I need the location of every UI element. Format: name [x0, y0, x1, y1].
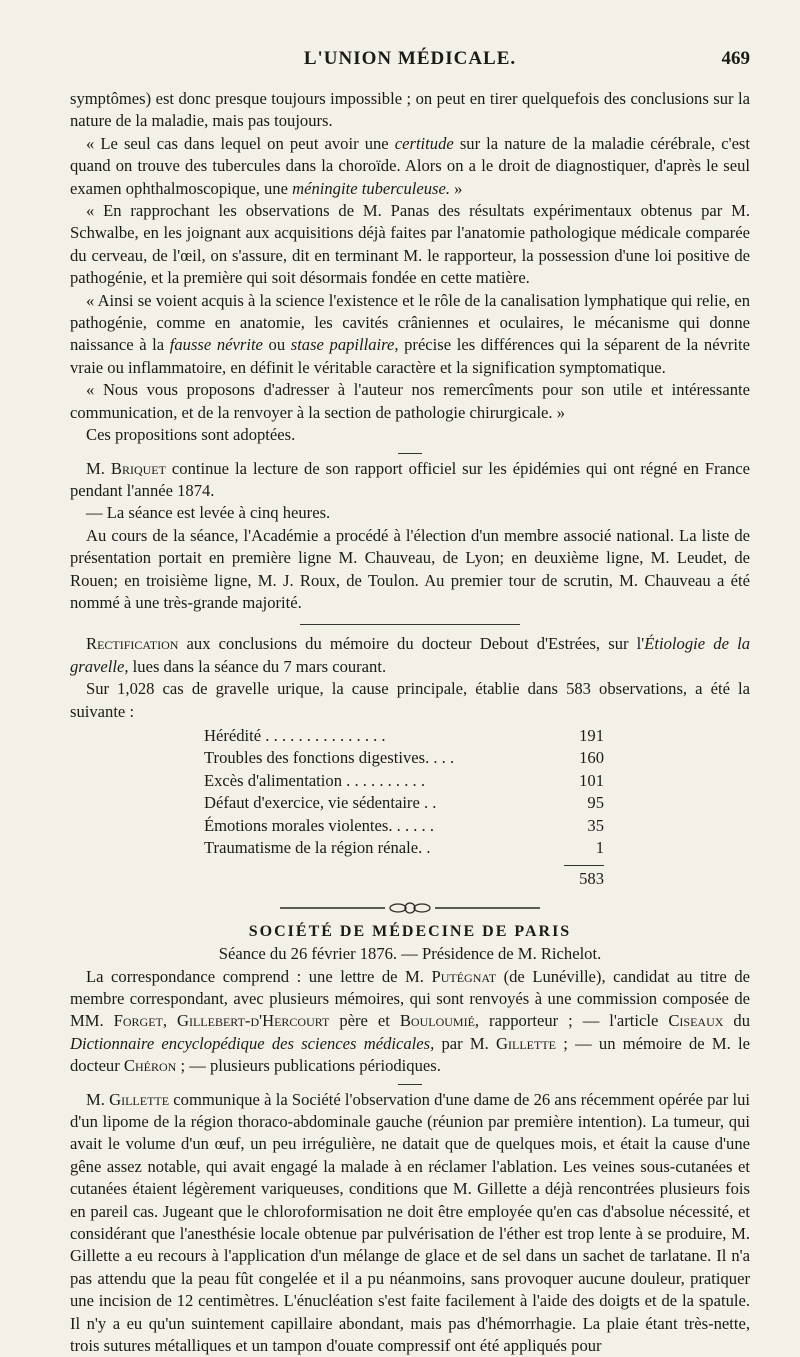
paragraph-text: Au cours de la séance, l'Académie a procédé à l'élection d'un membre associé national. La liste de présentation portait en première ligne M. Chauveau, de Lyon; en deuxième ligne, M. Leudet, de Rouen; en troisième ligne, M. J. Roux, de Toulon. Au premier tour de scrutin, M. Chauveau a été nommé à une très-grande majorité.: [70, 525, 750, 612]
emphasis: fausse névrite: [169, 335, 263, 355]
divider: [398, 453, 422, 454]
table-row: [204, 815, 604, 837]
paragraph-8: [70, 502, 750, 524]
paragraph-6: [70, 424, 750, 446]
row-label: Émotions morales violentes. . . . . .: [204, 815, 434, 835]
row-label: Défaut d'exercice, vie sédentaire . .: [204, 793, 437, 813]
person-name: Putégnat: [431, 966, 497, 986]
emphasis: stase papillaire,: [290, 335, 399, 355]
row-label: Traumatisme de la région rénale. .: [204, 837, 431, 857]
paragraph-3: [70, 200, 750, 290]
row-value: 101: [579, 770, 604, 790]
society-paragraph-1: [70, 966, 750, 1078]
emphasis: méningite tuberculeuse.: [292, 178, 451, 198]
person-name: M. Gillette: [86, 1089, 170, 1109]
paragraph-text: — La séance est levée à cinq heures.: [86, 503, 331, 523]
paragraph-4: [70, 290, 750, 380]
table-row: [204, 747, 604, 769]
person-name: Bouloumié: [399, 1011, 475, 1031]
row-value: 95: [587, 793, 604, 813]
row-label: Hérédité . . . . . . . . . . . . . . .: [204, 725, 386, 745]
paragraph-text: (de Lunéville), candidat au titre de membre correspondant, avec plusieurs mémoires, qui sont renvoyés à une commission composée de MM.: [70, 966, 750, 1031]
paragraph-text: continue la lecture de son rapport officiel sur les épidémies qui ont régné en France pendant l'année 1874.: [70, 458, 750, 500]
paragraph-text: Sur 1,028 cas de gravelle urique, la cause principale, établie dans 583 observations, a été la suivante :: [70, 679, 750, 721]
table-total: [204, 865, 604, 890]
row-value: 191: [579, 725, 604, 745]
paragraph-text: ; — un mémoire de M. le docteur: [70, 1033, 750, 1076]
divider: [398, 1084, 422, 1085]
page-header: [70, 48, 750, 78]
paragraph-text: lues dans la séance du 7 mars courant.: [128, 656, 387, 676]
divider: [300, 624, 520, 625]
society-paragraph-2: [70, 1089, 750, 1357]
table-row: [204, 725, 604, 747]
person-name: Chéron: [123, 1056, 177, 1076]
paragraph-text: sur la nature de la maladie cérébrale, c'est quand on trouve des tubercules dans la choroïde. Alors on a le droit de diagnostiquer, d'après le seul examen ophthalmoscopique, une: [70, 133, 751, 198]
page-body: [70, 88, 750, 1357]
table-row: [204, 792, 604, 814]
emphasis: Étiologie de la gravelle,: [70, 634, 750, 676]
paragraph-text: « En rapprochant les observations de M. Panas des résultats expérimentaux obtenus par M. Schwalbe, en les joignant aux acquisitions déjà faites par l'anatomie pathologique médicale comparée du cerveau, de l'œil, on s'assure, dit en terminant M. le rapporteur, la possession d'une loi positive de pathogénie, et la première qui soit désormais fondée en cette matière.: [70, 201, 750, 288]
rectification-intro: [70, 678, 750, 723]
paragraph-text: précise les différences qui la séparent de la névrite vraie ou inflammatoire, en définit le véritable caractère et la signification symptomatique.: [70, 335, 750, 377]
running-title: L'UNION MÉDICALE.: [303, 48, 517, 69]
table-row: [204, 837, 604, 859]
paragraph-text: »: [450, 178, 463, 198]
paragraph-text: communique à la Société l'observation d'une dame de 26 ans récemment opérée par lui d'un lipome de la région thoraco-abdominale gauche (réunion par première intention). La tumeur, qui avait le volume d'un œuf, un peu irrégulière, ne datait que de quelques mois, et était la cause d'une gêne assez notable, qui avait engagé la malade à en réclamer l'ablation. Les veines sous-cutanées et cutanées étaient légèrement variqueuses, conditions que M. Gillette a déjà rencontrées plusieurs fois en pareil cas. Jugeant que le chloroformisation ne doit être employée qu'en cas d'absolue nécessité, et considérant que l'anesthésie locale obtenue par pulvérisation de l'éther est trop lente à se produire, M. Gillette a eu recours à l'application d'un mélange de glace et de sel dans un sachet de tarlatane. Il n'a pas attendu que la peau fût congelée et il a pu néanmoins, sans provoquer aucune douleur, pratiquer une incision de 12 centimètres. L'énucléation s'est faite facilement à l'aide des doigts et de la spatule. Il n'y a eu qu'un suintement capillaire abondant, mais pas d'hémorrhagie. La plaie étant très-nette, trois sutures métalliques et un tampon d'ouate compressif ont été appliqués pour: [70, 1089, 750, 1356]
ornament-divider-icon: [280, 901, 540, 915]
table-row: [204, 770, 604, 792]
session-line: Séance du 26 février 1876. — Présidence de M. Richelot.: [218, 944, 602, 964]
row-value: 1: [595, 837, 604, 857]
paragraph-5: [70, 379, 750, 424]
paragraph-9: [70, 525, 750, 615]
paragraph-text: ou: [262, 335, 291, 355]
person-name: Ciseaux: [668, 1011, 724, 1031]
paragraph-text: du: [723, 1011, 750, 1031]
row-value: 35: [587, 815, 604, 835]
paragraph-text: « Ainsi se voient acquis à la science l'existence et le rôle de la canalisation lymphatique qui relie, en pathogénie, comme en anatomie, les cavités crâniennes et oculaires, le mécanisme qui donne naissance à la: [70, 290, 750, 355]
emphasis: Dictionnaire encyclopédique des sciences médicales,: [70, 1033, 435, 1053]
paragraph-text: « Nous vous proposons d'adresser à l'auteur nos remercîments pour son utile et intéressante communication, et de la renvoyer à la section de pathologie chirurgicale. »: [70, 380, 750, 422]
row-label: Troubles des fonctions digestives. . . .: [204, 748, 455, 768]
paragraph-text: père et: [329, 1011, 400, 1031]
paragraph-1: [70, 88, 750, 133]
paragraph-text: Ces propositions sont adoptées.: [86, 425, 296, 445]
row-label: Excès d'alimentation . . . . . . . . . .: [204, 770, 425, 790]
total-value: 583: [564, 865, 604, 890]
paragraph-text: symptômes) est donc presque toujours impossible ; on peut en tirer quelquefois des conclusions sur la nature de la maladie, mais pas toujours.: [70, 89, 750, 131]
paragraph-text: La correspondance comprend : une lettre de M.: [86, 966, 432, 986]
paragraph-text: ; — plusieurs publications périodiques.: [176, 1056, 441, 1076]
section-heading: SOCIÉTÉ DE MÉDECINE DE PARIS: [248, 922, 572, 940]
row-value: 160: [579, 748, 604, 768]
causes-table: [204, 725, 604, 891]
rectification-paragraph: [70, 633, 750, 678]
person-name: Forget, Gillebert-d'Hercourt: [113, 1011, 330, 1031]
paragraph-text: aux conclusions du mémoire du docteur Debout d'Estrées, sur l': [178, 634, 645, 654]
person-name: M. Briquet: [86, 458, 166, 478]
paragraph-text: « Le seul cas dans lequel on peut avoir une: [86, 133, 395, 153]
paragraph-text: par M.: [434, 1033, 497, 1053]
person-name: Gillette: [496, 1033, 557, 1053]
section-label: Rectification: [86, 634, 179, 654]
paragraph-text: , rapporteur ; — l'article: [474, 1011, 669, 1031]
emphasis: certitude: [394, 133, 454, 153]
page-number: 469: [721, 48, 750, 69]
paragraph-7: [70, 458, 750, 503]
paragraph-2: [70, 133, 750, 200]
